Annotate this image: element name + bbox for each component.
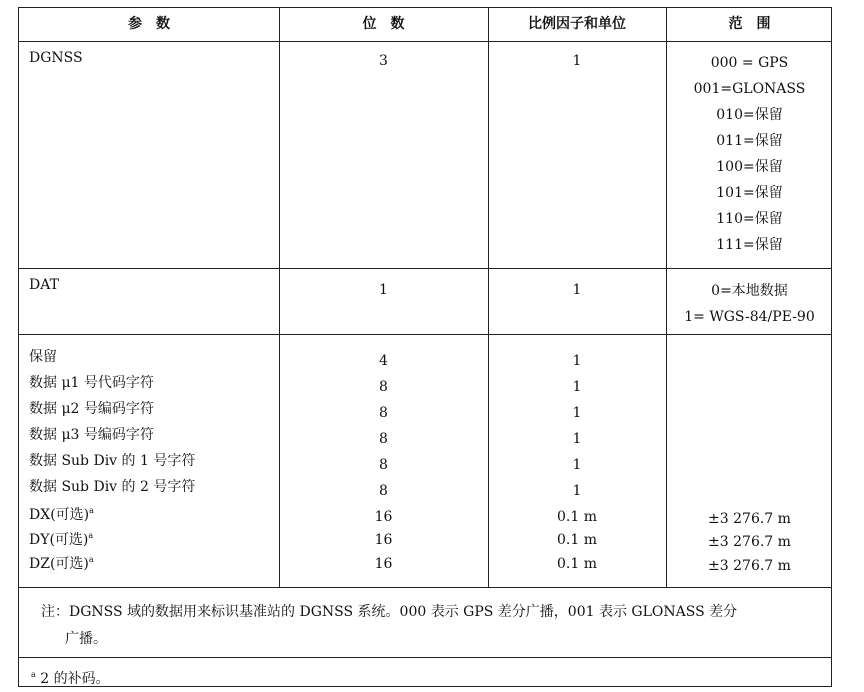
dgnss-range-1: 001=GLONASS bbox=[693, 81, 806, 97]
dgnss-range-2: 010=保留 bbox=[716, 107, 783, 123]
dat-bits: 1 bbox=[379, 282, 388, 298]
footnote-mark: a bbox=[31, 670, 36, 679]
table-row-bits: 8 bbox=[379, 457, 388, 473]
dgnss-scale: 1 bbox=[572, 53, 582, 69]
dat-param: DAT bbox=[29, 277, 59, 293]
footnote-text: 2 的补码。 bbox=[35, 671, 110, 687]
param-text: DZ(可选) bbox=[29, 556, 89, 572]
param-text: DY(可选) bbox=[29, 532, 89, 548]
dat-range-0: 0=本地数据 bbox=[711, 283, 788, 299]
row-rule-3 bbox=[19, 587, 831, 588]
table-row-bits: 4 bbox=[379, 353, 388, 369]
table-row-range: ±3 276.7 m bbox=[708, 511, 791, 527]
table-row-param: 数据 Sub Div 的 1 号字符 bbox=[29, 453, 196, 469]
table-row-scale: 1 bbox=[572, 405, 582, 421]
table-row-bits: 8 bbox=[379, 405, 388, 421]
row-rule-1 bbox=[19, 268, 831, 269]
header-range: 范 围 bbox=[728, 16, 771, 32]
table-row-scale: 1 bbox=[572, 353, 582, 369]
table-row-param bbox=[29, 547, 94, 577]
row-rule-2 bbox=[19, 334, 831, 335]
note-line-2: 广播。 bbox=[65, 631, 107, 647]
param-text: DX(可选) bbox=[29, 507, 90, 523]
dat-range-1: 1= WGS-84/PE-90 bbox=[684, 309, 815, 325]
dgnss-range-6: 110=保留 bbox=[716, 211, 783, 227]
table-row-bits: 8 bbox=[379, 483, 388, 499]
table-row-scale: 1 bbox=[572, 379, 582, 395]
table-row-scale: 0.1 m bbox=[557, 509, 597, 525]
table-row-range: ±3 276.7 m bbox=[708, 534, 791, 550]
dgnss-range-7: 111=保留 bbox=[716, 237, 783, 253]
parameter-table bbox=[18, 7, 832, 687]
table-row-scale: 1 bbox=[572, 457, 582, 473]
dgnss-range-0: 000 = GPS bbox=[710, 55, 789, 71]
table-row-bits: 16 bbox=[374, 556, 393, 572]
table-row-param: 数据 Sub Div 的 2 号字符 bbox=[29, 479, 196, 495]
table-note bbox=[41, 599, 821, 653]
dgnss-range-3: 011=保留 bbox=[716, 133, 783, 149]
table-row-param: 保留 bbox=[29, 349, 57, 365]
table-row-bits: 16 bbox=[374, 509, 393, 525]
dgnss-param: DGNSS bbox=[29, 50, 83, 66]
table-row-scale: 0.1 m bbox=[557, 556, 597, 572]
table-row-bits: 8 bbox=[379, 379, 388, 395]
table-row-scale: 1 bbox=[572, 483, 582, 499]
footnote-ref: a bbox=[89, 506, 94, 515]
dgnss-range-5: 101=保留 bbox=[716, 185, 783, 201]
row-rule-4 bbox=[19, 657, 831, 658]
header-bits: 位 数 bbox=[362, 16, 405, 32]
dgnss-bits: 3 bbox=[379, 53, 388, 69]
table-row-param: 数据 μ3 号编码字符 bbox=[29, 427, 154, 443]
dgnss-range-4: 100=保留 bbox=[716, 159, 783, 175]
table-row-scale: 1 bbox=[572, 431, 582, 447]
note-line-1: 注：DGNSS 域的数据用来标识基准站的 DGNSS 系统。000 表示 GPS 差分广播，001 表示 GLONASS 差分 bbox=[41, 604, 738, 620]
table-row-param: 数据 μ1 号代码字符 bbox=[29, 375, 154, 391]
table-row-param: 数据 μ2 号编码字符 bbox=[29, 401, 154, 417]
table-footnote bbox=[31, 663, 110, 691]
header-rule bbox=[19, 41, 831, 42]
table-row-scale: 0.1 m bbox=[557, 532, 597, 548]
table-row-bits: 8 bbox=[379, 431, 388, 447]
dat-scale: 1 bbox=[572, 282, 582, 298]
header-param: 参 数 bbox=[128, 16, 170, 32]
header-scale: 比例因子和单位 bbox=[528, 16, 626, 32]
footnote-ref: a bbox=[88, 555, 94, 564]
footnote-ref: a bbox=[88, 531, 94, 540]
table-row-range: ±3 276.7 m bbox=[708, 558, 791, 574]
table-row-bits: 16 bbox=[374, 532, 393, 548]
